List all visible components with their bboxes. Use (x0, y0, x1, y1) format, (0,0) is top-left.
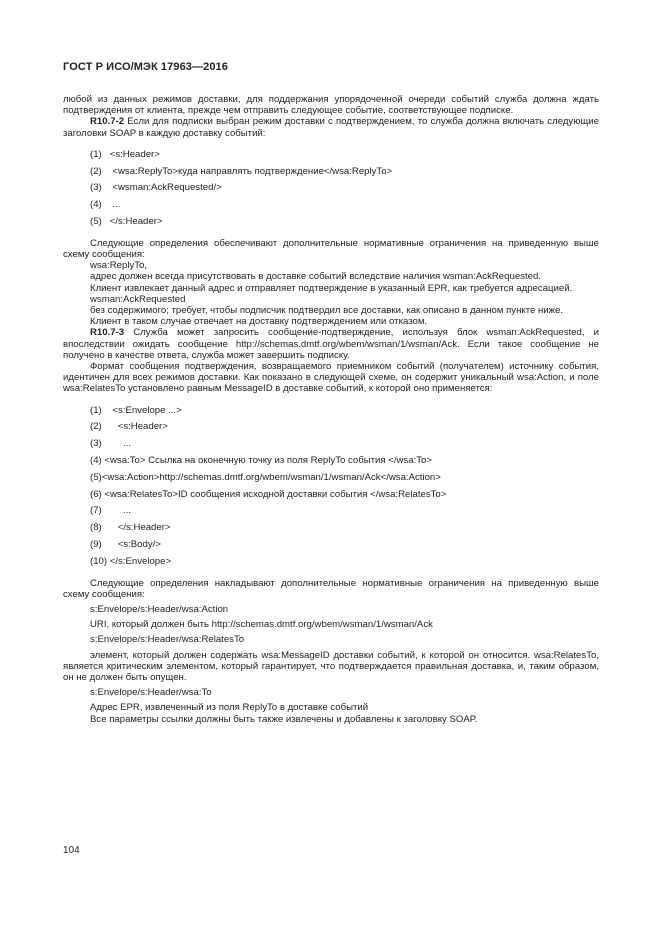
code-line: (9) <s:Body/> (90, 539, 161, 551)
definition-to-2: Все параметры ссылки должны быть также извлечены и добавлены к заголовку SOAP. (90, 713, 478, 725)
paragraph-continuation: любой из данных режимов доставки, для поддержания упорядоченной очереди событий служба должна ждать подтверждения от клиента, прежде чем отправить следующее событие, соответствующее подписке. (63, 94, 599, 117)
code-line: (3) ... (90, 438, 132, 450)
paragraph-ack-format: Формат сообщения подтверждения, возвращаемого приемником событий (получателем) источнику события, идентичен для всех режимов доставки. Как показано в следующей схеме, он содержит уникальный wsa:Action, и поле wsa:RelatesTo установлено равным MessageID в доставке событий, к которой оно применяется: (63, 361, 599, 395)
definition-ack-requested: без содержимого; требует, чтобы подписчик подтвердил все доставки, как описано в данном пункте ниже. (90, 305, 564, 317)
code-listing-2 (63, 403, 599, 571)
definition-reply-to-2: Клиент извлекает данный адрес и отправляет подтверждение в указанный EPR, как требуется адресацией. (90, 282, 573, 294)
requirement-label: R10.7-3 (90, 327, 125, 339)
requirement-label: R10.7-2 (90, 116, 125, 128)
code-line: (3) <wsman:AckRequested/> (90, 182, 222, 194)
definition-ack-requested-2: Клиент в таком случае отвечает на доставку подтверждением или отказом. (90, 316, 428, 328)
requirement-text: Если для подписки выбран режим доставки с подтверждением, то служба должна включать следующие заголовки SOAP в каждую доставку событий: (63, 116, 599, 139)
page-number: 104 (63, 845, 80, 856)
code-line: (7) ... (90, 505, 132, 517)
term-to: s:Envelope/s:Header/wsa:To (90, 687, 212, 699)
requirement-r10-7-2 (63, 116, 599, 138)
definition-to: Адрес EPR, извлеченный из поля ReplyTo в доставке событий (90, 702, 369, 714)
code-line: (2) <s:Header> (90, 421, 168, 433)
code-line: (1) <s:Header> (90, 148, 160, 160)
code-line: (6) <wsa:RelatesTo>ID сообщения исходной доставки события </wsa:RelatesTo> (90, 488, 447, 500)
term-reply-to: wsa:ReplyTo, (90, 260, 148, 272)
code-line: (1) <s:Envelope ...> (90, 404, 182, 416)
term-ack-requested: wsman:AckRequested (90, 293, 186, 305)
paragraph-definitions-intro: Следующие определения обеспечивают дополнительные нормативные ограничения на приведенную выше схему сообщения: (63, 237, 599, 260)
definition-action: URI, который должен быть http://schemas.dmtf.org/wbem/wsman/1/wsman/Ack (90, 619, 433, 631)
code-line: (5) </s:Header> (90, 216, 163, 227)
term-relates-to: s:Envelope/s:Header/wsa:RelatesTo (90, 634, 245, 646)
page-header: ГОСТ Р ИСО/МЭК 17963—2016 (63, 61, 228, 73)
code-line: (5)<wsa:Action>http://schemas.dmtf.org/wbem/wsman/1/wsman/Ack</wsa:Action> (90, 471, 441, 483)
code-line: (4) <wsa:To> Ссылка на оконечную точку из поля ReplyTo события </wsa:To> (90, 455, 432, 467)
code-listing-1 (63, 147, 599, 231)
term-action: s:Envelope/s:Header/wsa:Action (90, 604, 229, 616)
code-line: (2) <wsa:ReplyTo>куда направлять подтверждение</wsa:ReplyTo> (90, 165, 393, 177)
code-line: (10) </s:Envelope> (90, 555, 172, 567)
requirement-text: Служба может запросить сообщение-подтверждение, используя блок wsman:AckRequested, и впоследствии ожидать сообщение http://schemas.dmtf.org/wbem/wsman/1/wsman/Ack. Если такое сообщение не получено в качестве ответа, служба может завершить подписку. (63, 327, 599, 361)
requirement-r10-7-3 (63, 327, 599, 361)
code-line: (8) </s:Header> (90, 522, 171, 534)
page-body (63, 94, 599, 725)
definition-reply-to: адрес должен всегда присутствовать в доставке событий вследствие наличия wsman:AckRequested. (90, 271, 541, 283)
definition-relates-to: элемент, который должен содержать wsa:MessageID доставки событий, к которой он относится. wsa:RelatesTo, является критическим элементом, который гарантирует, что подтверждается правильная доставка, и, таким образом, он не должен быть опущен. (63, 649, 599, 684)
code-line: (4) ... (90, 199, 121, 211)
paragraph-definitions-intro-2: Следующие определения накладывают дополнительные нормативные ограничения на приведенную выше схему сообщения: (63, 577, 599, 600)
